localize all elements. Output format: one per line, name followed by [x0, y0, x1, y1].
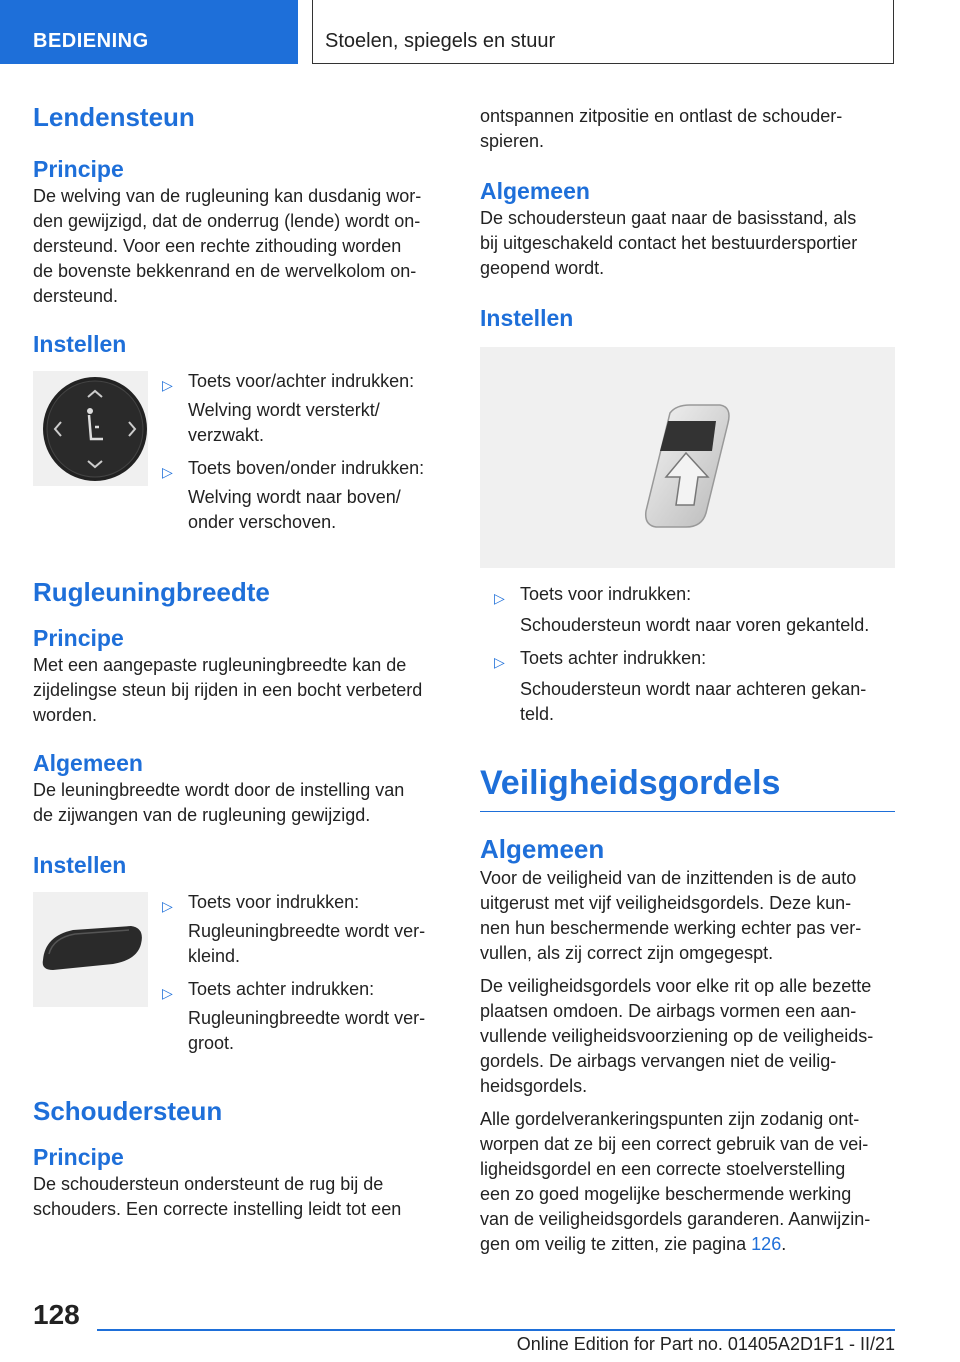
- text-line: Welving wordt naar boven/: [188, 487, 401, 507]
- text-line: vullende veiligheidsvoorziening op de veiligheids-: [480, 1026, 874, 1046]
- text-line: ontspannen zitpositie en ontlast de schouder-: [480, 106, 843, 126]
- text-line: bij uitgeschakeld contact het bestuurdersportier: [480, 233, 858, 253]
- text-line: plaatsen omdoen. De airbags vormen een aan-: [480, 1001, 857, 1021]
- text-span: gen om veilig te zitten, zie pagina: [480, 1234, 752, 1254]
- section-tab: [0, 0, 298, 64]
- text-span: .: [781, 1234, 787, 1254]
- text-line: de bovenste bekkenrand en de wervelkolom on-: [33, 261, 417, 281]
- triangle-bullet-icon: ▷: [162, 898, 173, 914]
- chapter-title: Stoelen, spiegels en stuur: [325, 30, 556, 52]
- triangle-bullet-icon: ▷: [162, 985, 173, 1001]
- lendensteun-principe-text: [33, 184, 446, 309]
- schoudersteun-title: Schoudersteun: [33, 1096, 223, 1126]
- bullet-text: Toets boven/onder indrukken:: [188, 458, 425, 478]
- bullet-text: Toets achter indrukken:: [520, 648, 707, 668]
- shoulder-switch-icon: [480, 347, 895, 568]
- bullet-item: [480, 582, 895, 607]
- bullet-item: [148, 977, 446, 1002]
- text-line: Met een aangepaste rugleuningbreedte kan de: [33, 655, 407, 675]
- text-line: Rugleuningbreedte wordt ver-: [188, 921, 426, 941]
- lendensteun-instellen-heading: Instellen: [33, 331, 127, 357]
- rug-instellen-heading: Instellen: [33, 852, 127, 878]
- text-line: de zijwangen van de rugleuning gewijzigd.: [33, 805, 371, 825]
- rug-algemeen-heading: Algemeen: [33, 750, 143, 776]
- width-button-image: [33, 892, 148, 1007]
- shoulder-switch-image: [480, 347, 895, 568]
- text-line: worden.: [33, 705, 98, 725]
- text-line: groot.: [188, 1033, 235, 1053]
- footer-rule: [97, 1329, 895, 1331]
- text-line: ligheidsgordel en een correcte stoelverstelling: [480, 1159, 846, 1179]
- veilig-algemeen-heading: Algemeen: [480, 834, 605, 864]
- chapter-header: [312, 0, 894, 64]
- bullet-text: Toets achter indrukken:: [188, 979, 375, 999]
- lumbar-control-image: [33, 371, 148, 486]
- text-line: een zo goed mogelijke beschermende werking: [480, 1184, 852, 1204]
- oval-button-icon: [33, 892, 148, 1007]
- text-line: De schoudersteun gaat naar de basisstand, als: [480, 208, 857, 228]
- text-line: spieren.: [480, 131, 545, 151]
- lendensteun-title: Lendensteun: [33, 102, 195, 132]
- section-label: BEDIENING: [33, 30, 149, 52]
- rug-principe-heading: Principe: [33, 625, 124, 651]
- rugleuningbreedte-title: Rugleuningbreedte: [33, 577, 270, 607]
- triangle-bullet-icon: ▷: [494, 590, 505, 606]
- text-line: Rugleuningbreedte wordt ver-: [188, 1008, 426, 1028]
- schouder-principe-heading: Principe: [33, 1144, 124, 1170]
- text-line: vullen, als zij correct zijn omgegespt.: [480, 943, 774, 963]
- text-line: Voor de veiligheid van de inzittenden is de auto: [480, 868, 857, 888]
- text-line: Welving wordt versterkt/: [188, 400, 380, 420]
- text-line: worpen dat ze bij een correct gebruik van de vei-: [480, 1134, 869, 1154]
- bullet-item: [148, 456, 446, 481]
- bullet-text: Toets voor/achter indrukken:: [188, 371, 415, 391]
- text-line: gordels. De airbags vervangen niet de veilig-: [480, 1051, 837, 1071]
- text-line: teld.: [520, 704, 555, 724]
- text-line: geopend wordt.: [480, 258, 605, 278]
- veiligheidsgordels-title: Veiligheidsgordels: [480, 761, 895, 812]
- text-line: De veiligheidsgordels voor elke rit op alle bezette: [480, 976, 872, 996]
- bullet-item: [148, 890, 446, 915]
- text-line: van de veiligheidsgordels garanderen. Aanwijzin-: [480, 1209, 871, 1229]
- page-link[interactable]: 126: [751, 1234, 782, 1254]
- text-line: dersteund. Voor een rechte zithouding worden: [33, 236, 402, 256]
- page-number: 128: [33, 1299, 80, 1330]
- text-line: uitgerust met vijf veiligheidsgordels. Deze kun-: [480, 893, 852, 913]
- text-line: Schoudersteun wordt naar voren gekanteld.: [520, 615, 870, 635]
- text-line: zijdelingse steun bij rijden in een bocht verbeterd: [33, 680, 423, 700]
- text-line: Alle gordelverankeringspunten zijn zodanig ont-: [480, 1109, 860, 1129]
- text-line: den gewijzigd, dat de onderrug (lende) wordt on-: [33, 211, 421, 231]
- text-line: schouders. Een correcte instelling leidt tot een: [33, 1199, 402, 1219]
- bullet-text: Toets voor indrukken:: [188, 892, 360, 912]
- text-line: heidsgordels.: [480, 1076, 588, 1096]
- triangle-bullet-icon: ▷: [494, 654, 505, 670]
- text-line: [480, 1232, 895, 1257]
- text-line: Schoudersteun wordt naar achteren gekan-: [520, 679, 867, 699]
- text-line: kleind.: [188, 946, 241, 966]
- right-column: [480, 104, 895, 1257]
- lumbar-knob-icon: [33, 371, 148, 486]
- triangle-bullet-icon: ▷: [162, 464, 173, 480]
- bullet-item: [148, 369, 446, 394]
- text-line: De welving van de rugleuning kan dusdanig wor-: [33, 186, 422, 206]
- lendensteun-principe-heading: Principe: [33, 156, 124, 182]
- bullet-text: Toets voor indrukken:: [520, 584, 692, 604]
- text-line: nen hun beschermende werking echter pas ver-: [480, 918, 862, 938]
- edition-footer: Online Edition for Part no. 01405A2D1F1 - II/21: [516, 1334, 895, 1354]
- text-line: dersteund.: [33, 286, 119, 306]
- text-line: De leuningbreedte wordt door de instelling van: [33, 780, 405, 800]
- bullet-item: [480, 646, 895, 671]
- text-line: verzwakt.: [188, 425, 265, 445]
- left-column: [33, 100, 446, 1222]
- schouder-instellen-heading: Instellen: [480, 305, 574, 331]
- text-line: De schoudersteun ondersteunt de rug bij de: [33, 1174, 384, 1194]
- triangle-bullet-icon: ▷: [162, 377, 173, 393]
- schouder-algemeen-heading: Algemeen: [480, 178, 590, 204]
- text-line: onder verschoven.: [188, 512, 337, 532]
